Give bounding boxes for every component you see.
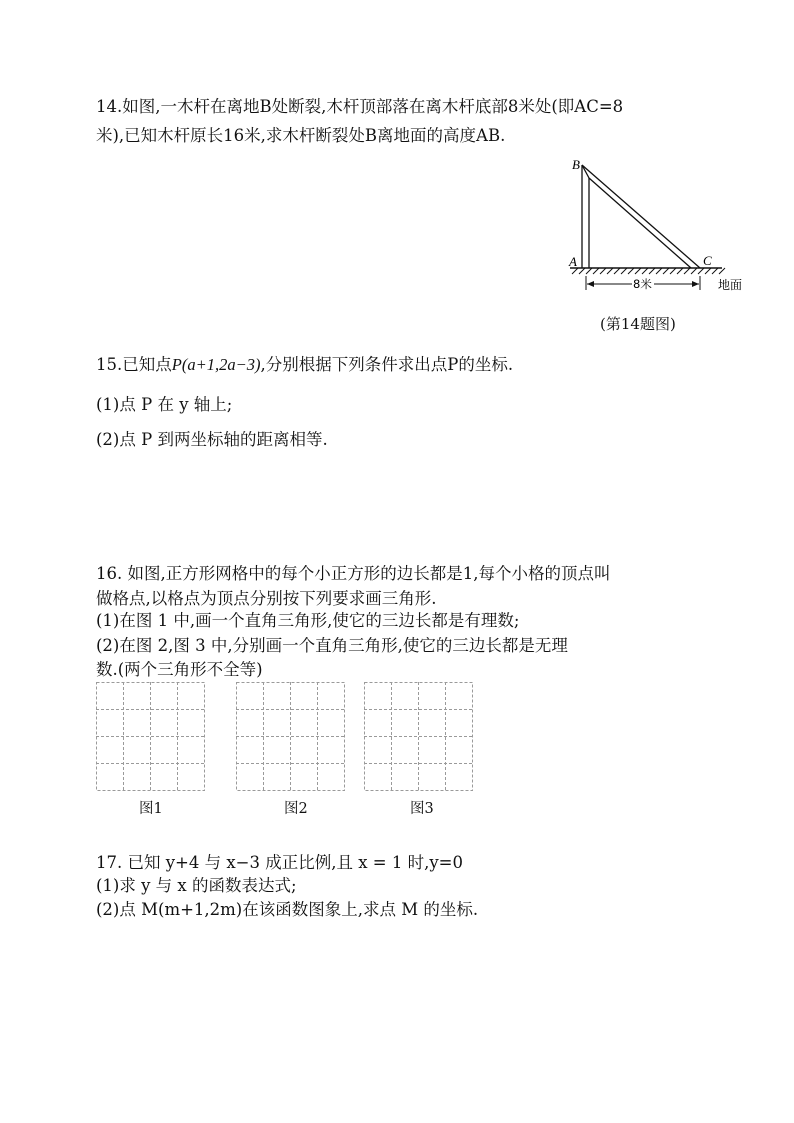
q17-text-line2: (1)求 y 与 x 的函数表达式; <box>96 876 297 895</box>
q16-text-line5: 数.(两个三角形不全等) <box>96 660 263 679</box>
label-c: C <box>703 253 712 268</box>
q16-text-line3: (1)在图 1 中,画一个直角三角形,使它的三边长都是有理数; <box>96 611 520 630</box>
q17-text-line1: 17. 已知 y+4 与 x−3 成正比例,且 x = 1 时,y=0 <box>96 853 463 872</box>
q16-text-line1: 16. 如图,正方形网格中的每个小正方形的边长都是1,每个小格的顶点叫 <box>96 564 611 583</box>
q15-item2: (2)点 P 到两坐标轴的距离相等. <box>96 430 328 449</box>
q15-point-expression: P(a+1,2a−3) <box>171 355 261 374</box>
grid-figure-2[interactable] <box>236 682 346 792</box>
q16-text-line2: 做格点,以格点为顶点分别按下列要求画三角形. <box>96 589 437 608</box>
q15-item1: (1)点 P 在 y 轴上; <box>96 395 233 414</box>
q15-stem <box>96 350 513 379</box>
q14-caption: (第14题图) <box>600 315 676 333</box>
ground-label: 地面 <box>718 278 743 292</box>
q14-text-line1: 14.如图,一木杆在离地B处断裂,木杆顶部落在离木杆底部8米处(即AC=8 <box>96 97 624 116</box>
q15-stem-pre: 15.已知点 <box>96 355 172 374</box>
q17-text-line3: (2)点 M(m+1,2m)在该函数图象上,求点 M 的坐标. <box>96 900 479 919</box>
dimension-label: 8米 <box>633 277 652 291</box>
grid-caption-3: 图3 <box>410 801 434 817</box>
grid-caption-1: 图1 <box>139 801 163 817</box>
broken-pole-figure <box>560 150 760 300</box>
q14-text-line2: 米),已知木杆原长16米,求木杆断裂处B离地面的高度AB. <box>96 126 506 145</box>
grid-caption-2: 图2 <box>284 801 308 817</box>
label-b: B <box>572 157 580 172</box>
grid-figure-3[interactable] <box>364 682 474 792</box>
q16-text-line4: (2)在图 2,图 3 中,分别画一个直角三角形,使它的三边长都是无理 <box>96 636 568 655</box>
label-a: A <box>569 254 577 269</box>
q15-stem-post: ,分别根据下列条件求出点P的坐标. <box>260 355 514 374</box>
grid-figure-1[interactable] <box>96 682 206 792</box>
